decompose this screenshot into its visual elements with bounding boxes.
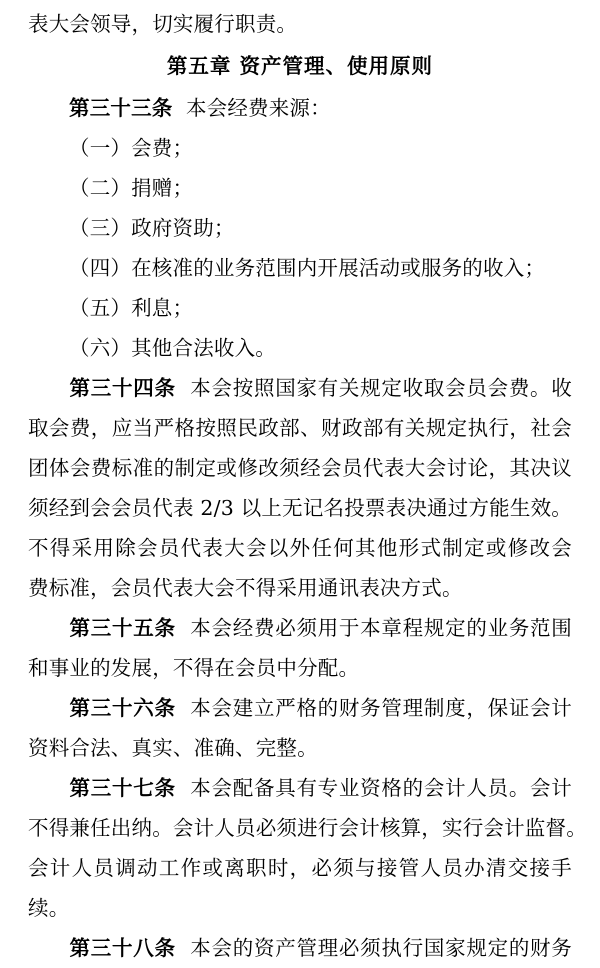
article-35-first-line bbox=[28, 608, 572, 648]
article-38-line-1: 本会的资产管理必须执行国家规定的财务 bbox=[190, 936, 572, 960]
continuation-line: 表大会领导，切实履行职责。 bbox=[28, 12, 298, 36]
article-38 bbox=[28, 928, 572, 968]
article-36-label: 第三十六条 bbox=[69, 696, 176, 720]
chapter-heading: 第五章 资产管理、使用原则 bbox=[166, 54, 434, 78]
list-item: （六）其他合法收入。 bbox=[69, 336, 276, 360]
article-36-line: 资料合法、真实、准确、完整。 bbox=[28, 736, 318, 760]
article-33-label: 第三十三条 bbox=[69, 96, 173, 120]
article-33-lead bbox=[28, 88, 572, 128]
article-34-label: 第三十四条 bbox=[69, 376, 176, 400]
article-34-first-line bbox=[28, 368, 572, 408]
list-item: （四）在核准的业务范围内开展活动或服务的收入； bbox=[69, 256, 546, 280]
article-34-line-1: 本会按照国家有关规定收取会员会费。收 bbox=[190, 376, 572, 400]
article-38-first-line bbox=[28, 928, 572, 968]
article-37-line-1: 本会配备具有专业资格的会计人员。会计 bbox=[190, 776, 572, 800]
article-37-line: 会计人员调动工作或离职时，必须与接管人员办清交接手 bbox=[28, 856, 572, 880]
article-38-label: 第三十八条 bbox=[69, 936, 176, 960]
article-37-line: 不得兼任出纳。会计人员必须进行会计核算，实行会计监督。 bbox=[28, 816, 587, 840]
article-35-line: 和事业的发展，不得在会员中分配。 bbox=[28, 656, 360, 680]
article-37-line: 续。 bbox=[28, 896, 70, 920]
article-34-line: 须经到会会员代表 2/3 以上无记名投票表决通过方能生效。 bbox=[28, 496, 572, 520]
article-36 bbox=[28, 688, 572, 768]
article-37 bbox=[28, 768, 587, 928]
list-item: （二）捐赠； bbox=[69, 176, 194, 200]
article-37-label: 第三十七条 bbox=[69, 776, 176, 800]
article-34 bbox=[28, 368, 572, 608]
article-35-label: 第三十五条 bbox=[69, 616, 176, 640]
list-item: （三）政府资助； bbox=[69, 216, 235, 240]
article-37-first-line bbox=[28, 768, 572, 808]
article-36-line-1: 本会建立严格的财务管理制度，保证会计 bbox=[190, 696, 572, 720]
article-34-line: 不得采用除会员代表大会以外任何其他形式制定或修改会 bbox=[28, 536, 572, 560]
article-35-line-1: 本会经费必须用于本章程规定的业务范围 bbox=[190, 616, 572, 640]
article-33-text: 本会经费来源： bbox=[185, 96, 331, 120]
article-36-first-line bbox=[28, 688, 572, 728]
list-item: （五）利息； bbox=[69, 296, 194, 320]
article-34-line: 团体会费标准的制定或修改须经会员代表大会讨论，其决议 bbox=[28, 456, 572, 480]
article-35 bbox=[28, 608, 572, 688]
article-34-line: 费标准，会员代表大会不得采用通讯表决方式。 bbox=[28, 576, 463, 600]
article-34-line: 取会费，应当严格按照民政部、财政部有关规定执行，社会 bbox=[28, 416, 572, 440]
list-item: （一）会费； bbox=[69, 136, 194, 160]
